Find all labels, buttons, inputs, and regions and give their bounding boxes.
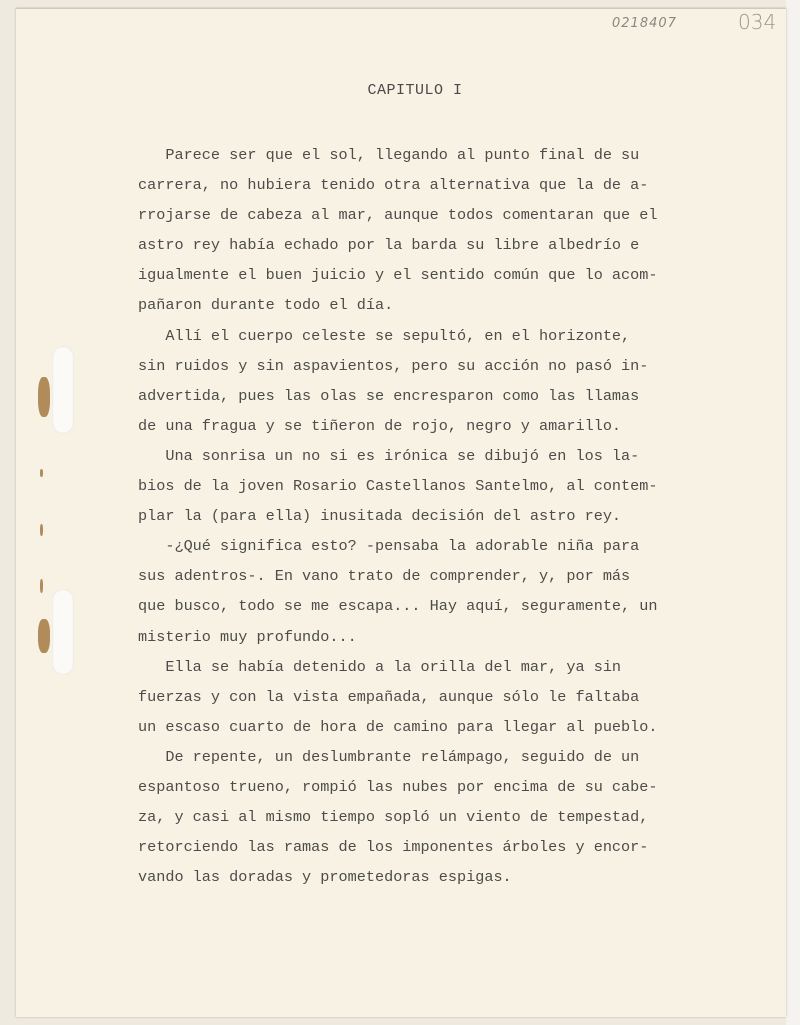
text-line: de una fragua y se tiñeron de rojo, negro y amarillo. bbox=[138, 416, 622, 435]
folio-number: 034 bbox=[738, 10, 777, 34]
rust-stain bbox=[38, 377, 50, 417]
paragraph bbox=[138, 652, 658, 742]
rust-stain bbox=[40, 524, 43, 536]
text-line: De repente, un deslumbrante relámpago, seguido de un bbox=[138, 747, 640, 766]
text-line: sus adentros-. En vano trato de comprender, y, por más bbox=[138, 567, 631, 586]
text-line: advertida, pues las olas se encresparon como las llamas bbox=[138, 386, 640, 405]
text-line: Una sonrisa un no si es irónica se dibujó en los la- bbox=[138, 446, 640, 465]
text-line: Parece ser que el sol, llegando al punto final de su bbox=[138, 146, 640, 164]
text-line: fuerzas y con la vista empañada, aunque sólo le faltaba bbox=[138, 687, 640, 706]
text-line: Allí el cuerpo celeste se sepultó, en el horizonte, bbox=[138, 326, 631, 345]
binder-hole bbox=[52, 346, 74, 434]
binder-hole bbox=[52, 589, 74, 675]
text-line: espantoso trueno, rompió las nubes por encima de su cabe- bbox=[138, 777, 658, 796]
text-line: misterio muy profundo... bbox=[138, 627, 357, 646]
paragraph bbox=[138, 140, 658, 321]
rust-stain bbox=[38, 619, 50, 653]
paragraph bbox=[138, 531, 658, 651]
text-line: retorciendo las ramas de los imponentes árboles y encor- bbox=[138, 838, 649, 857]
text-line: carrera, no hubiera tenido otra alternativa que la de a- bbox=[138, 176, 649, 195]
text-line: za, y casi al mismo tiempo sopló un viento de tempestad, bbox=[138, 808, 649, 827]
text-line: -¿Qué significa esto? -pensaba la adorable niña para bbox=[138, 537, 640, 556]
chapter-title: CAPITULO I bbox=[367, 82, 463, 99]
text-line: que busco, todo se me escapa... Hay aquí, seguramente, un bbox=[138, 597, 658, 616]
text-line: astro rey había echado por la barda su libre albedrío e bbox=[138, 236, 640, 255]
scan-background bbox=[786, 0, 800, 1025]
text-line: pañaron durante todo el día. bbox=[138, 296, 394, 315]
text-line: Ella se había detenido a la orilla del mar, ya sin bbox=[138, 657, 622, 676]
text-line: plar la (para ella) inusitada decisión del astro rey. bbox=[138, 507, 622, 526]
paragraph bbox=[138, 742, 658, 892]
archive-reference-number: 0218407 bbox=[612, 16, 677, 31]
text-line: rrojarse de cabeza al mar, aunque todos comentaran que el bbox=[138, 206, 658, 225]
text-line: vando las doradas y prometedoras espigas. bbox=[138, 868, 512, 887]
rust-stain bbox=[40, 469, 43, 477]
text-line: un escaso cuarto de hora de camino para llegar al pueblo. bbox=[138, 717, 658, 736]
paragraph bbox=[138, 321, 658, 441]
text-line: bios de la joven Rosario Castellanos Santelmo, al contem- bbox=[138, 477, 658, 496]
paragraph bbox=[138, 441, 658, 531]
text-line: igualmente el buen juicio y el sentido común que lo acom- bbox=[138, 266, 658, 285]
text-line: sin ruidos y sin aspavientos, pero su acción no pasó in- bbox=[138, 356, 649, 375]
document-body bbox=[138, 140, 658, 892]
rust-stain bbox=[40, 579, 43, 593]
